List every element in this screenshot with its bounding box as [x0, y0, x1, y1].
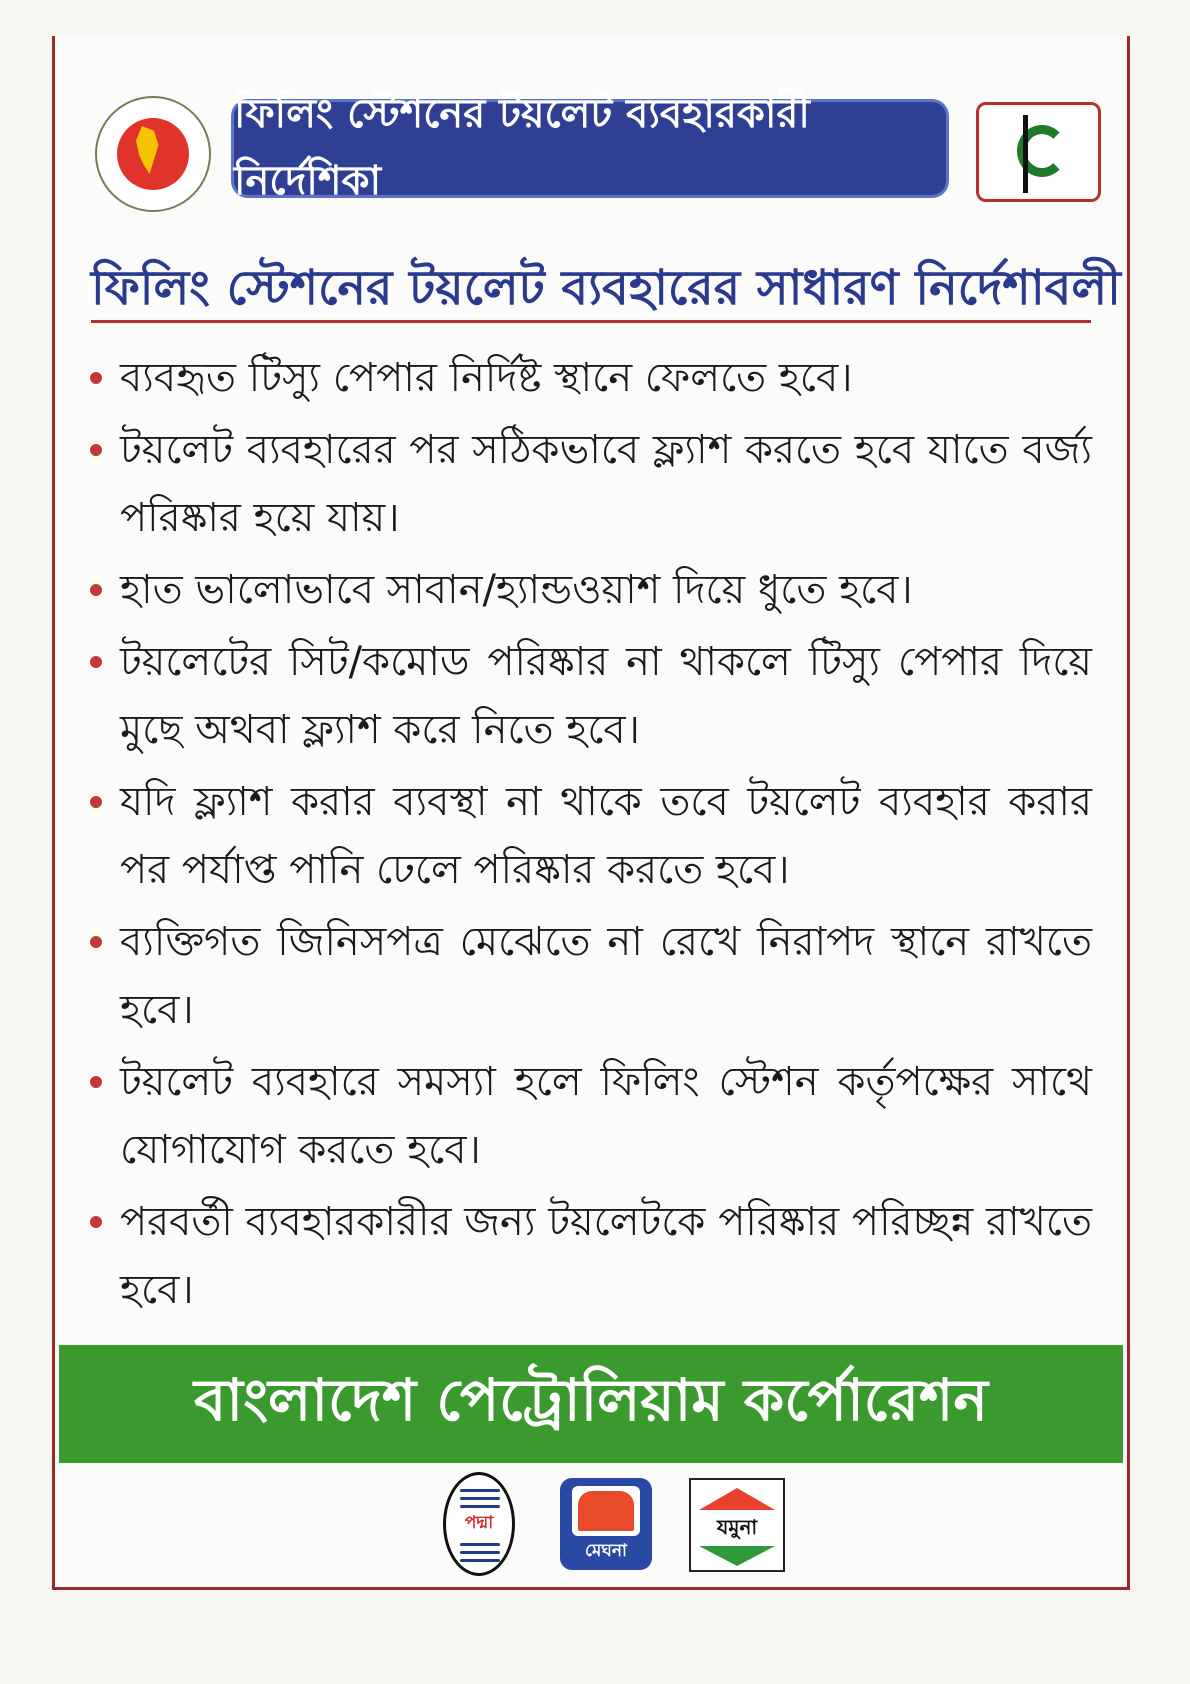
list-item-text: হাত ভালোভাবে সাবান/হ্যান্ডওয়াশ দিয়ে ধুতে হবে।: [120, 567, 913, 613]
organization-banner: বাংলাদেশ পেট্রোলিয়াম কর্পোরেশন: [59, 1345, 1123, 1463]
padma-logo-icon: [443, 1472, 515, 1576]
section-heading: ফিলিং স্টেশনের টয়লেট ব্যবহারের সাধারণ নির্দেশাবলী: [91, 260, 1121, 316]
bullet-icon: [90, 1076, 102, 1088]
list-item: [86, 908, 1092, 1044]
poster-title: ফিলিং স্টেশনের টয়লেট ব্যবহারকারী নির্দেশিকা: [234, 102, 946, 195]
list-item: [86, 768, 1092, 904]
government-seal-icon: [95, 96, 211, 212]
list-item: [86, 628, 1092, 764]
list-item-text: ব্যক্তিগত জিনিসপত্র মেঝেতে না রেখে নিরাপদ স্থানে রাখতে হবে।: [120, 919, 1092, 1033]
list-item: [86, 556, 1092, 624]
jamuna-logo-icon: [689, 1478, 785, 1572]
list-item-text: টয়লেটের সিট/কমোড পরিষ্কার না থাকলে টিস্যু পেপার দিয়ে মুছে অথবা ফ্ল্যাশ করে নিতে হবে।: [120, 639, 1092, 753]
jamuna-label: যমুনা: [716, 1515, 758, 1539]
padma-label: পদ্মা: [464, 1513, 494, 1533]
bullet-icon: [90, 656, 102, 668]
meghna-logo-icon: [560, 1478, 652, 1570]
list-item-text: যদি ফ্ল্যাশ করার ব্যবস্থা না থাকে তবে টয়লেট ব্যবহার করার পর পর্যাপ্ত পানি ঢেলে পরিষ্কার করতে হবে।: [120, 779, 1092, 893]
list-item: [86, 344, 1092, 412]
bullet-icon: [90, 444, 102, 456]
bullet-icon: [90, 1216, 102, 1228]
list-item: [86, 416, 1092, 552]
bullet-icon: [90, 372, 102, 384]
bpc-logo-icon: [976, 102, 1101, 202]
list-item-text: টয়লেট ব্যবহারের পর সঠিকভাবে ফ্ল্যাশ করতে হবে যাতে বর্জ্য পরিষ্কার হয়ে যায়।: [120, 427, 1092, 541]
list-item-text: পরবর্তী ব্যবহারকারীর জন্য টয়লেটকে পরিষ্কার পরিচ্ছন্ন রাখতে হবে।: [120, 1199, 1092, 1313]
instruction-list: [86, 344, 1092, 1328]
company-logos: [0, 1472, 1190, 1576]
list-item: [86, 1048, 1092, 1184]
bullet-icon: [90, 796, 102, 808]
list-item-text: ব্যবহৃত টিস্যু পেপার নির্দিষ্ট স্থানে ফেলতে হবে।: [120, 355, 853, 401]
bullet-icon: [90, 584, 102, 596]
list-item: [86, 1188, 1092, 1324]
bullet-icon: [90, 936, 102, 948]
heading-underline: [91, 320, 1091, 323]
list-item-text: টয়লেট ব্যবহারে সমস্যা হলে ফিলিং স্টেশন কর্তৃপক্ষের সাথে যোগাযোগ করতে হবে।: [120, 1059, 1092, 1173]
meghna-label: মেঘনা: [585, 1541, 627, 1561]
